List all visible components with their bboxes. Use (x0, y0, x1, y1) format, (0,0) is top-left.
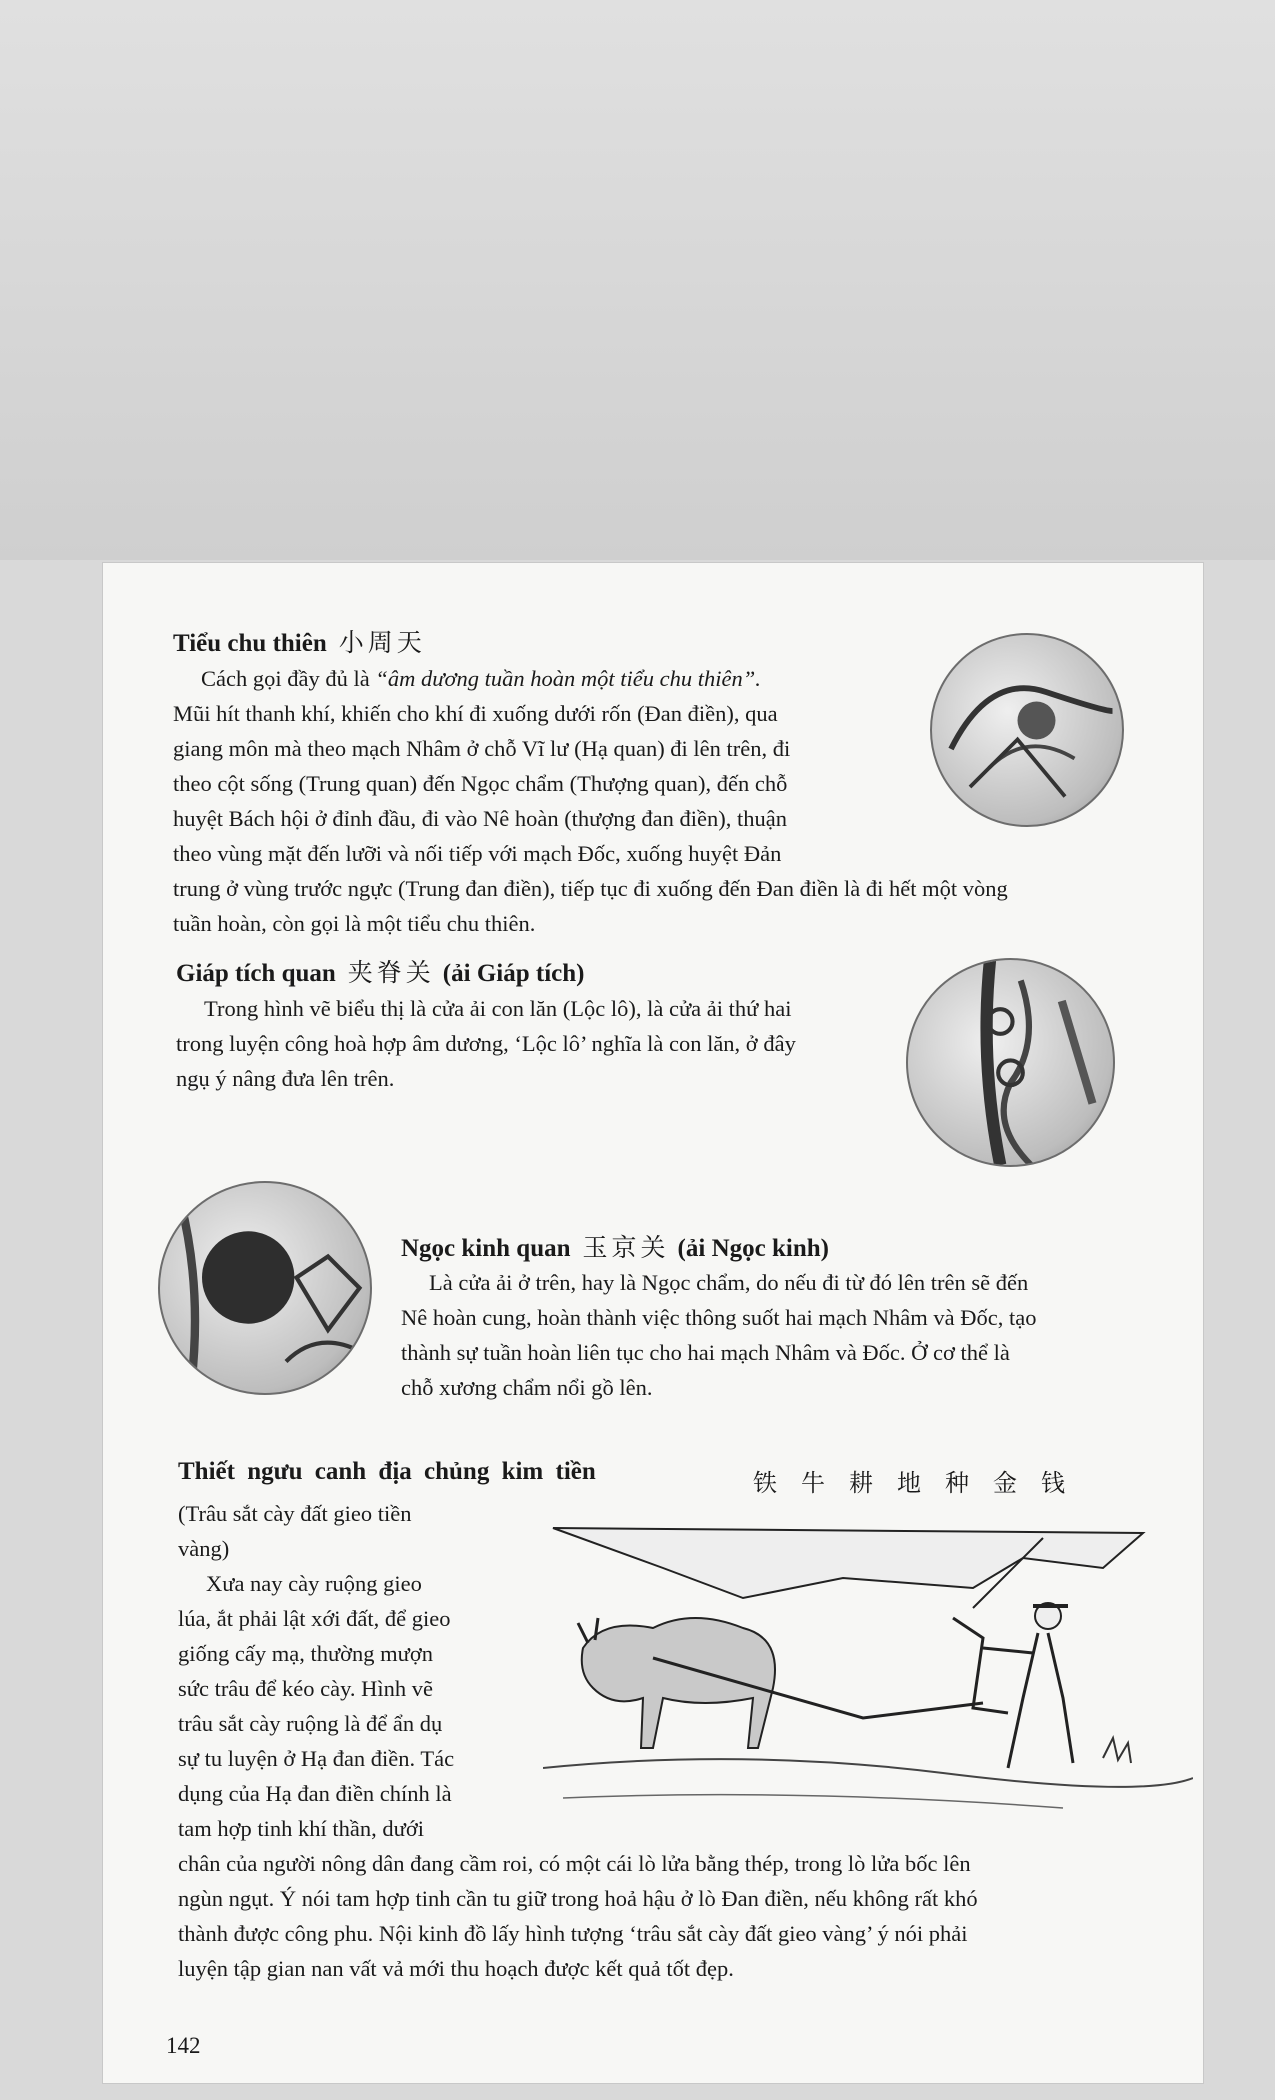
page-number: 142 (166, 2033, 201, 2058)
heading-thiet-nguu-cn: 铁牛耕地种金钱 (753, 1471, 1089, 1497)
subtitle-thiet-nguu (178, 1496, 528, 1566)
text-line: ngụ ý nâng đưa lên trên. (176, 1066, 395, 1091)
illustration-ngoc-kinh-quan (158, 1181, 372, 1395)
text-line: luyện tập gian nan vất vả mới thu hoạch được kết quả tốt đẹp. (178, 1956, 734, 1981)
illustration-giap-tich-quan-drawing (908, 960, 1113, 1165)
text-line: thành được công phu. Nội kinh đồ lấy hình tượng ‘trâu sắt cày đất gieo vàng’ ý nói phải (178, 1921, 968, 1946)
text-line: huyệt Bách hội ở đỉnh đầu, đi vào Nê hoàn (thượng đan điền), thuận (173, 806, 787, 831)
text-line: trâu sắt cày ruộng là để ẩn dụ (178, 1711, 443, 1736)
illustration-ox-plowing (543, 1508, 1193, 1838)
text-line: trong luyện công hoà hợp âm dương, ‘Lộc lô’ nghĩa là con lăn, ở đây (176, 1031, 796, 1056)
paragraph-giap-tich-quan (176, 991, 906, 1096)
paragraph-tieu-chu-thien (173, 661, 1183, 941)
text-line: dụng của Hạ đan điền chính là (178, 1781, 452, 1806)
paragraph-thiet-nguu-wide (178, 1846, 1188, 1986)
text-line: ngùn ngụt. Ý nói tam hợp tinh cần tu giữ trong hoả hậu ở lò Đan điền, nếu không rất khó (178, 1886, 978, 1911)
quote-text: “âm dương tuần hoàn một tiểu chu thiên”. (375, 666, 761, 691)
ox-plowing-drawing (543, 1508, 1193, 1838)
text-line: Nê hoàn cung, hoàn thành việc thông suốt hai mạch Nhâm và Đốc, tạo (401, 1305, 1037, 1330)
text-line: theo vùng mặt đến lưỡi và nối tiếp với mạch Đốc, xuống huyệt Đản (173, 841, 782, 866)
text-line: Mũi hít thanh khí, khiến cho khí đi xuống dưới rốn (Đan điền), qua (173, 701, 778, 726)
illustration-ngoc-kinh-quan-drawing (160, 1183, 370, 1393)
illustration-giap-tich-quan (906, 958, 1115, 1167)
scanner-background (0, 0, 1275, 560)
text-line: tam hợp tinh khí thần, dưới (178, 1816, 424, 1841)
text-line: theo cột sống (Trung quan) đến Ngọc chẩm (Thượng quan), đến chỗ (173, 771, 788, 796)
text-line: thành sự tuần hoàn liên tục cho hai mạch Nhâm và Đốc. Ở cơ thể là (401, 1340, 1010, 1365)
lead-text: Cách gọi đầy đủ là (201, 666, 376, 691)
heading-thiet-nguu: Thiết ngưu canh địa chủng kim tiền (178, 1458, 596, 1485)
heading-giap-tich-quan: Giáp tích quan 夹脊关 (ải Giáp tích) (176, 960, 585, 987)
paragraph-ngoc-kinh-quan (401, 1265, 1181, 1405)
text-line: Trong hình vẽ biểu thị là cửa ải con lăn (Lộc lô), là cửa ải thứ hai (204, 996, 792, 1021)
text-line: giống cấy mạ, thường mượn (178, 1641, 434, 1666)
text-line: tuần hoàn, còn gọi là một tiểu chu thiên. (173, 911, 536, 936)
text-line: Xưa nay cày ruộng gieo (206, 1571, 422, 1596)
text-line: vàng) (178, 1536, 230, 1561)
paragraph-thiet-nguu-narrow (178, 1566, 508, 1846)
text-line: sự tu luyện ở Hạ đan điền. Tác (178, 1746, 455, 1771)
book-page (103, 563, 1203, 2083)
heading-ngoc-kinh-quan: Ngọc kinh quan 玉京关 (ải Ngọc kinh) (401, 1235, 829, 1262)
text-line: Là cửa ải ở trên, hay là Ngọc chẩm, do nếu đi từ đó lên trên sẽ đến (429, 1270, 1029, 1295)
text-line: trung ở vùng trước ngực (Trung đan điền), tiếp tục đi xuống đến Đan điền là đi hết một vòng (173, 876, 1008, 901)
text-line: chân của người nông dân đang cầm roi, có một cái lò lửa bằng thép, trong lò lửa bốc lên (178, 1851, 971, 1876)
heading-tieu-chu-thien: Tiểu chu thiên 小周天 (173, 630, 426, 657)
text-line: (Trâu sắt cày đất gieo tiền (178, 1501, 412, 1526)
text-line: giang môn mà theo mạch Nhâm ở chỗ Vĩ lư (Hạ quan) đi lên trên, đi (173, 736, 791, 761)
text-line: lúa, ắt phải lật xới đất, để gieo (178, 1606, 451, 1631)
text-line: chỗ xương chẩm nổi gồ lên. (401, 1375, 653, 1400)
text-line: sức trâu để kéo cày. Hình vẽ (178, 1676, 434, 1701)
